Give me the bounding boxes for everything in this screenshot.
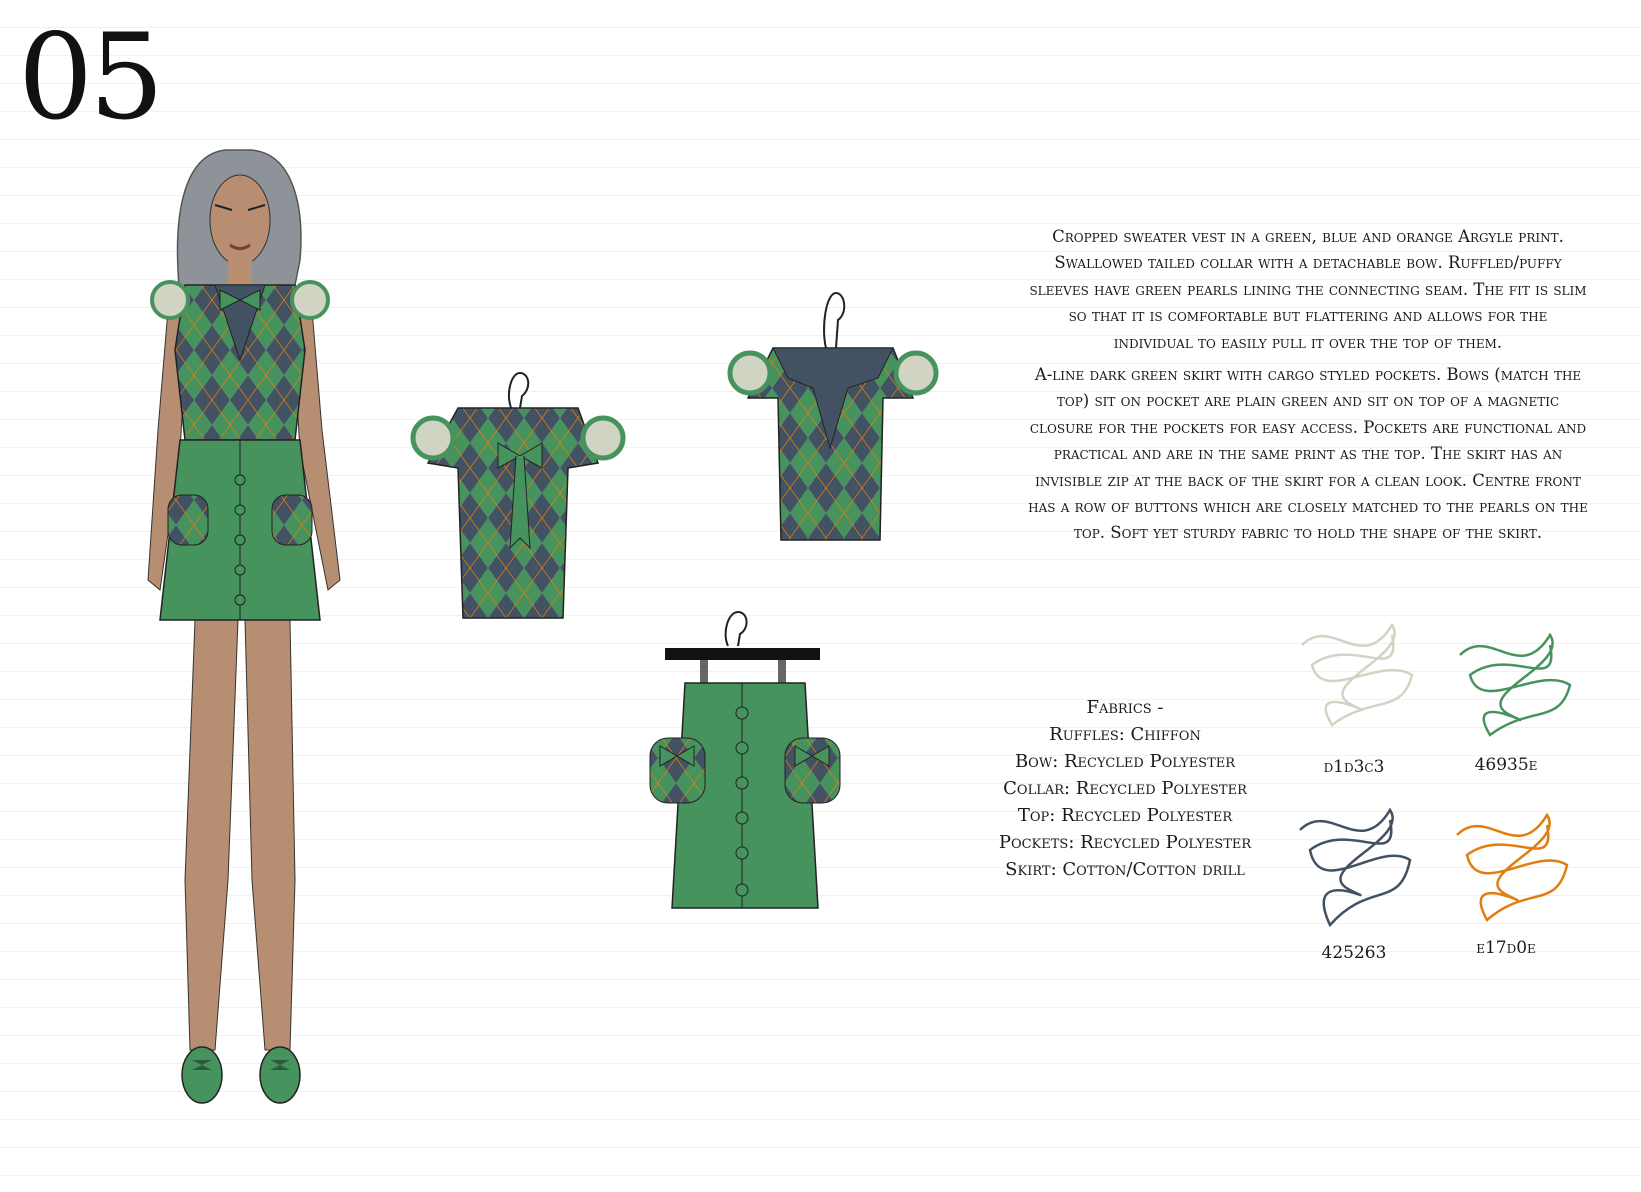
fabric-item: Collar: Recycled Polyester — [1003, 778, 1247, 799]
skirt-flat — [640, 608, 840, 918]
top-description: Cropped sweater vest in a green, blue and orange Argyle print. Swallowed tailed collar with a detachable bow. Ruffled/puffy sleeves have green pearls lining the connecting seam. The fit is slim so that it is comfortable but flattering and allows for the individual to easily pull it over the top of them. — [1029, 227, 1587, 352]
skirt-description: A-line dark green skirt with cargo styled pockets. Bows (match the top) sit on pocket are plain green and sit on top of a magnetic closure for the pockets for easy access. Pockets are functional and practical and are in the same print as the top. The skirt has an invisible zip at the back of the skirt for a clean look. Centre front has a row of buttons which are closely matched to the pearls on the top. Soft yet sturdy fabric to hold the shape of the skirt. — [1028, 365, 1588, 543]
model-illustration — [140, 150, 380, 1160]
swatch-label: d1d3c3 — [1323, 757, 1385, 777]
page-number: 05 — [18, 8, 161, 146]
swatch-scribble — [1292, 615, 1422, 730]
swatch-scribble — [1290, 800, 1415, 930]
fabrics-heading: Fabrics - — [1086, 697, 1164, 718]
garment-description — [1028, 224, 1588, 553]
swatch-scribble — [1450, 625, 1575, 735]
swatch-scribble — [1447, 805, 1572, 925]
swatch-label: 425263 — [1321, 943, 1387, 963]
fabric-item: Bow: Recycled Polyester — [1014, 751, 1236, 772]
fabric-item: Pockets: Recycled Polyester — [998, 832, 1252, 853]
top-back-flat — [718, 288, 948, 548]
top-front-flat — [398, 368, 638, 628]
fabric-item: Top: Recycled Polyester — [1017, 805, 1233, 826]
swatch-label: e17d0e — [1476, 938, 1536, 958]
fabric-item: Ruffles: Chiffon — [1049, 724, 1201, 745]
fabrics-list — [975, 694, 1275, 883]
fabric-item: Skirt: Cotton/Cotton drill — [1005, 859, 1245, 880]
swatch-label: 46935e — [1474, 755, 1538, 775]
